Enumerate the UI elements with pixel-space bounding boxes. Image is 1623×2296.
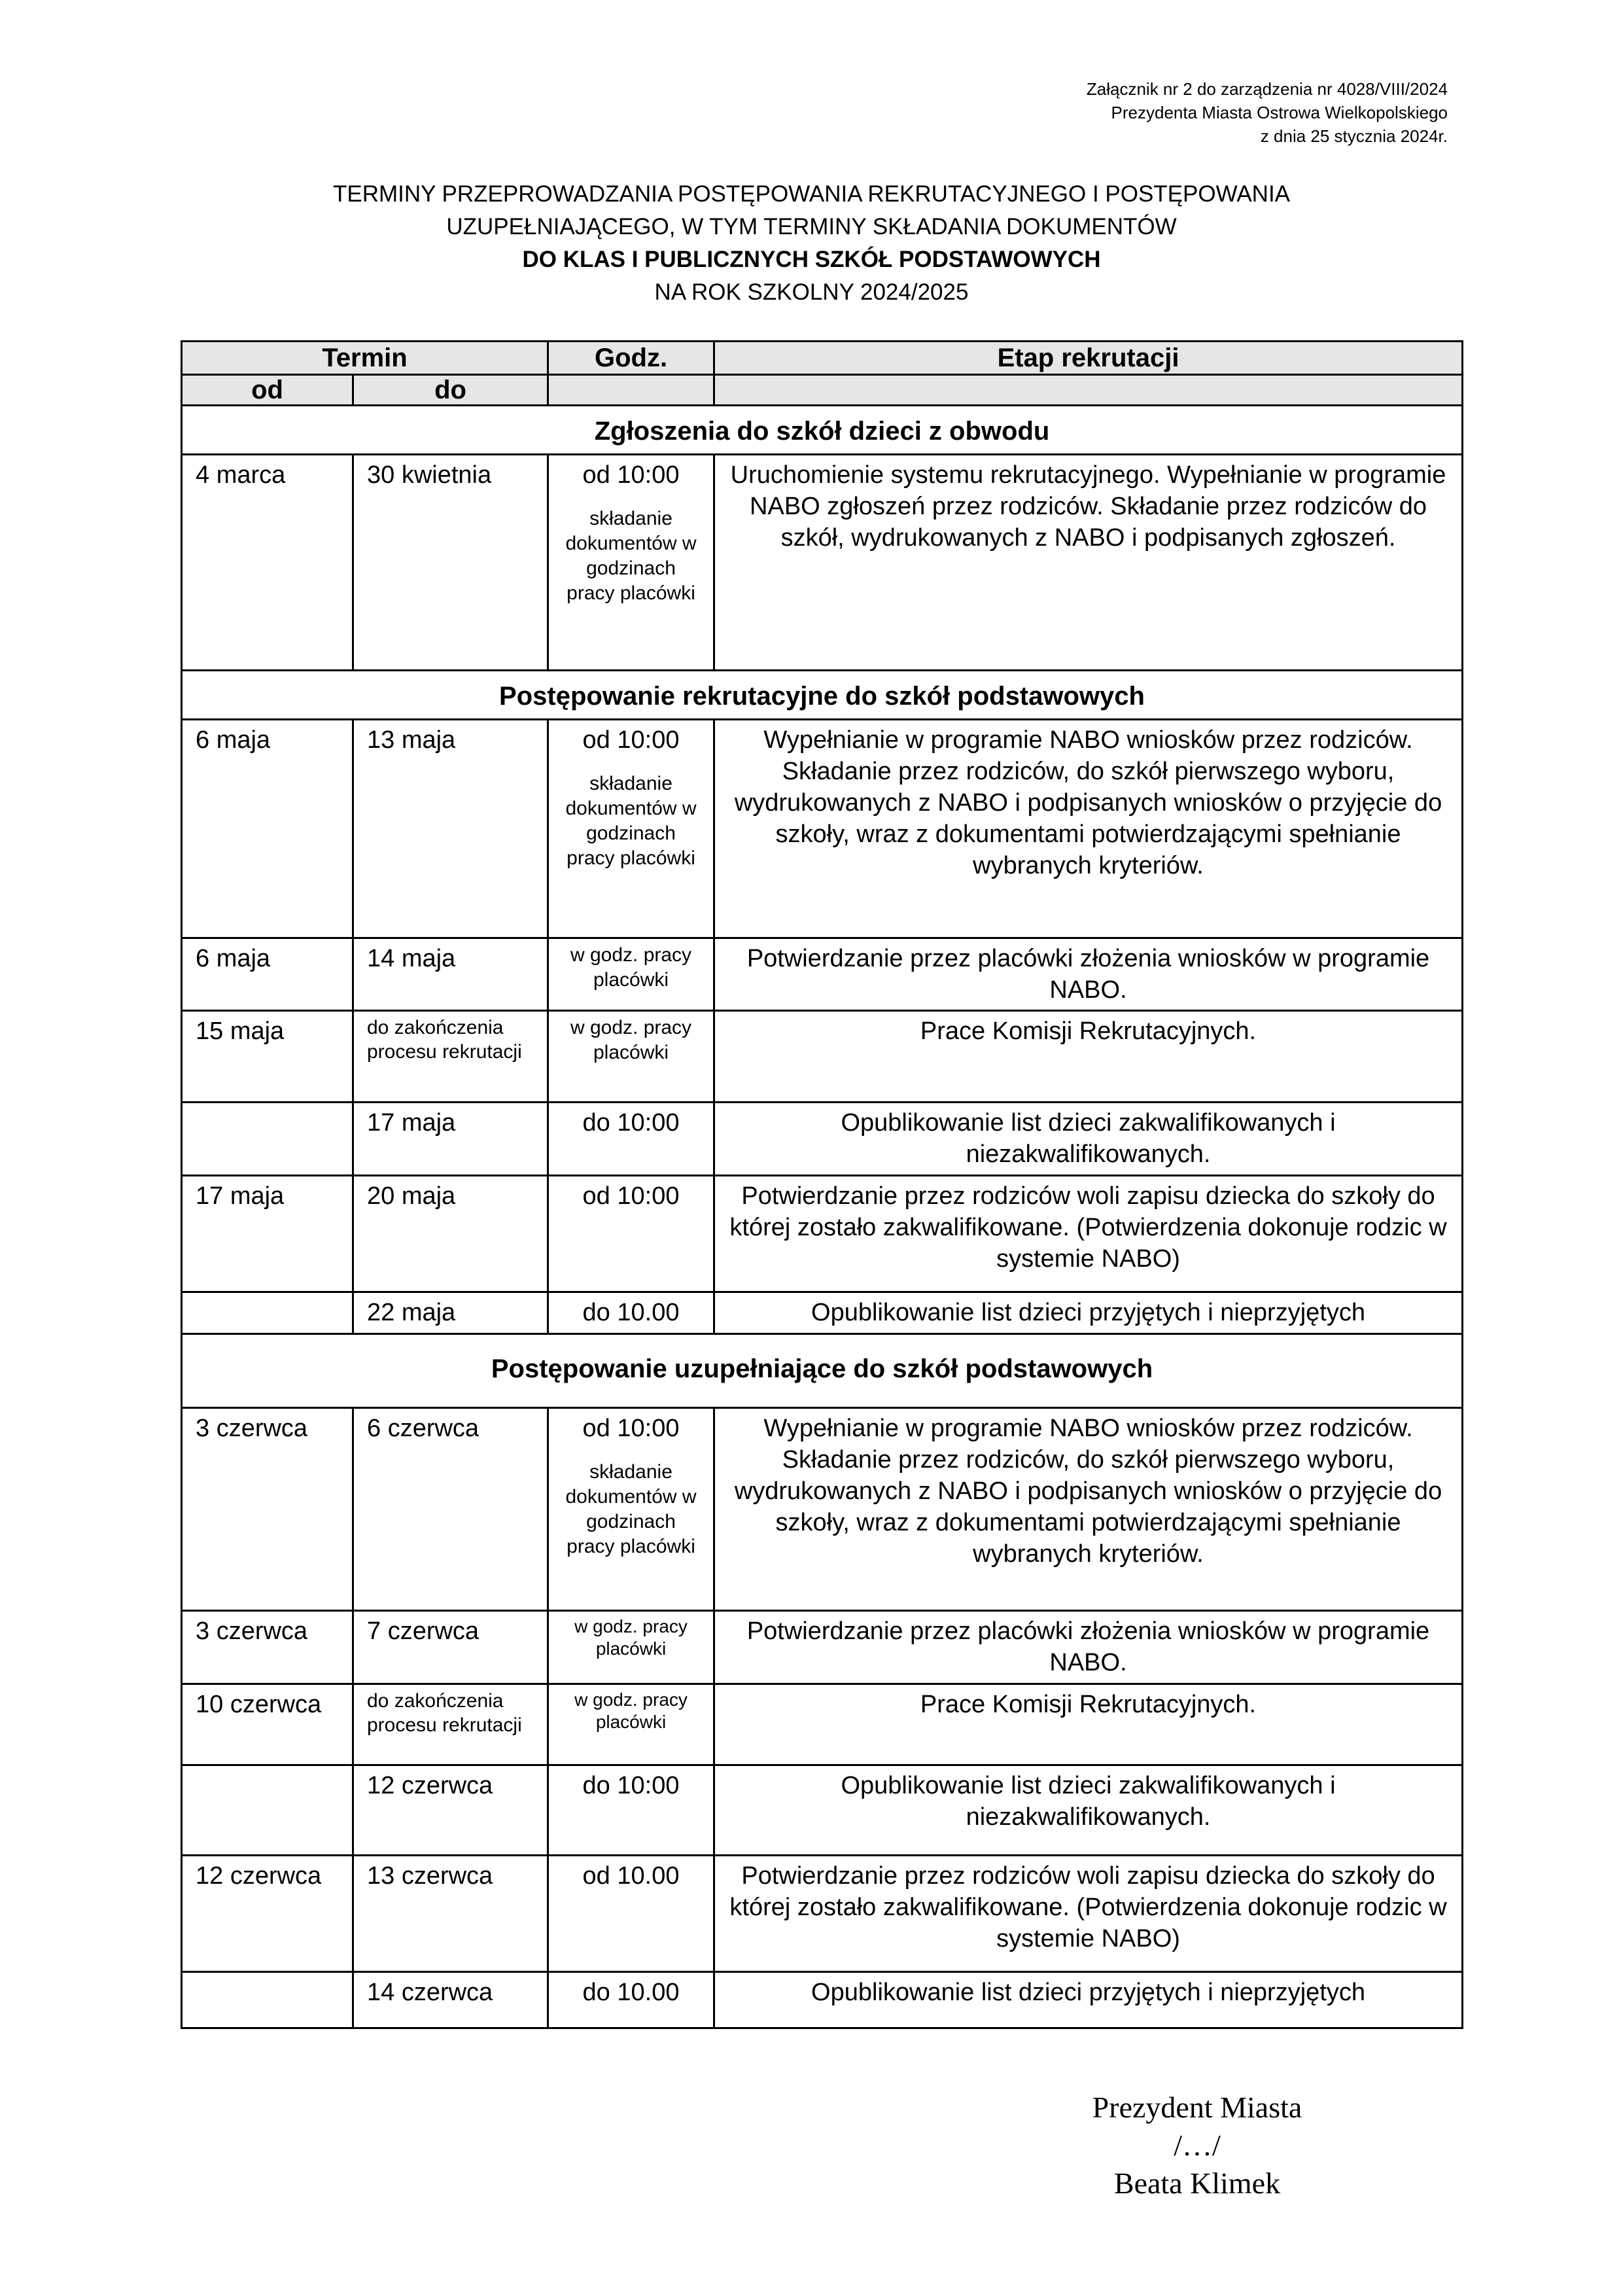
- cell-godz: [548, 720, 714, 938]
- cell-od: [182, 1765, 353, 1856]
- cell-etap: Potwierdzanie przez rodziców woli zapisu dziecka do szkoły do której zostało zakwalifikowane. (Potwierdzenia dokonuje rodzic w systemie NABO): [714, 1176, 1463, 1292]
- table-row: [182, 1011, 1463, 1103]
- cell-godz: [548, 1856, 714, 1972]
- cell-do: 13 maja: [353, 720, 548, 938]
- title-line3: DO KLAS I PUBLICZNYCH SZKÓŁ PODSTAWOWYCH: [522, 247, 1101, 272]
- header-godz-empty: [548, 375, 714, 406]
- cell-od: 4 marca: [182, 455, 353, 671]
- section-title: Postępowanie uzupełniające do szkół podstawowych: [182, 1334, 1463, 1408]
- signature-placeholder: /…/: [1174, 2128, 1221, 2162]
- signature-block: [1021, 2089, 1374, 2202]
- cell-od: [182, 1972, 353, 2028]
- godz-time: od 10:00: [582, 726, 680, 754]
- table-subheader-row: [182, 375, 1463, 406]
- cell-etap: Wypełnianie w programie NABO wniosków przez rodziców. Składanie przez rodziców, do szkół pierwszego wyboru, wydrukowanych z NABO i podpisanych wniosków o przyjęcie do szkoły, wraz z dokumentami potwierdzającymi spełnianie wybranych kryteriów.: [714, 720, 1463, 938]
- cell-od: 12 czerwca: [182, 1856, 353, 1972]
- godz-time: do 10.00: [582, 1979, 680, 2006]
- section-title: Postępowanie rekrutacyjne do szkół podstawowych: [182, 671, 1463, 720]
- cell-etap: Prace Komisji Rekrutacyjnych.: [714, 1011, 1463, 1103]
- header-godz: Godz.: [548, 342, 714, 375]
- godz-time: w godz. pracy placówki: [570, 1017, 692, 1063]
- cell-godz: [548, 1011, 714, 1103]
- godz-time: do 10:00: [582, 1772, 680, 1799]
- cell-etap: Wypełnianie w programie NABO wniosków przez rodziców. Składanie przez rodziców, do szkół pierwszego wyboru, wydrukowanych z NABO i podpisanych wniosków o przyjęcie do szkoły, wraz z dokumentami potwierdzającymi spełnianie wybranych kryteriów.: [714, 1408, 1463, 1611]
- cell-godz: [548, 1408, 714, 1611]
- table-row: [182, 720, 1463, 938]
- cell-do: 14 czerwca: [353, 1972, 548, 2028]
- table-row: [182, 1408, 1463, 1611]
- cell-do: do zakończenia procesu rekrutacji: [353, 1011, 548, 1103]
- document-title: [0, 178, 1623, 309]
- cell-godz: [548, 1611, 714, 1684]
- cell-od: 17 maja: [182, 1176, 353, 1292]
- header-etap: Etap rekrutacji: [714, 342, 1463, 375]
- cell-od: 3 czerwca: [182, 1408, 353, 1611]
- section-title-row: [182, 671, 1463, 720]
- godz-time: w godz. pracy placówki: [574, 1616, 688, 1659]
- table-row: [182, 1684, 1463, 1765]
- table-row: [182, 455, 1463, 671]
- godz-time: do 10.00: [582, 1299, 680, 1326]
- cell-do: 22 maja: [353, 1292, 548, 1334]
- cell-do: 7 czerwca: [353, 1611, 548, 1684]
- cell-do: 17 maja: [353, 1103, 548, 1176]
- godz-time: w godz. pracy placówki: [570, 944, 692, 991]
- section-title: Zgłoszenia do szkół dzieci z obwodu: [182, 406, 1463, 455]
- cell-od: 6 maja: [182, 938, 353, 1011]
- godz-time: w godz. pracy placówki: [574, 1689, 688, 1732]
- cell-od: [182, 1292, 353, 1334]
- cell-godz: [548, 938, 714, 1011]
- cell-etap: Opublikowanie list dzieci zakwalifikowanych i niezakwalifikowanych.: [714, 1765, 1463, 1856]
- table-row: [182, 1292, 1463, 1334]
- cell-od: [182, 1103, 353, 1176]
- cell-godz: [548, 1972, 714, 2028]
- cell-od: 3 czerwca: [182, 1611, 353, 1684]
- cell-do: 6 czerwca: [353, 1408, 548, 1611]
- cell-etap: Potwierdzanie przez rodziców woli zapisu dziecka do szkoły do której zostało zakwalifikowane. (Potwierdzenia dokonuje rodzic w systemie NABO): [714, 1856, 1463, 1972]
- signature-name: Beata Klimek: [1113, 2166, 1281, 2200]
- godz-time: od 10:00: [582, 1415, 680, 1442]
- table-row: [182, 1856, 1463, 1972]
- godz-time: od 10:00: [582, 461, 680, 489]
- signature-title: Prezydent Miasta: [1092, 2091, 1302, 2124]
- cell-od: 10 czerwca: [182, 1684, 353, 1765]
- cell-etap: Potwierdzanie przez placówki złożenia wniosków w programie NABO.: [714, 1611, 1463, 1684]
- cell-godz: [548, 1176, 714, 1292]
- section-title-row: [182, 1334, 1463, 1408]
- cell-etap: Prace Komisji Rekrutacyjnych.: [714, 1684, 1463, 1765]
- godz-note: składanie dokumentów w godzinach pracy placówki: [565, 508, 697, 604]
- cell-do: do zakończenia procesu rekrutacji: [353, 1684, 548, 1765]
- header-termin: Termin: [182, 342, 548, 375]
- cell-etap: Opublikowanie list dzieci przyjętych i nieprzyjętych: [714, 1292, 1463, 1334]
- attachment-note-line1: Załącznik nr 2 do zarządzenia nr 4028/VIII/2024: [1086, 79, 1448, 99]
- attachment-note: [663, 77, 1448, 148]
- title-line2: UZUPEŁNIAJĄCEGO, W TYM TERMINY SKŁADANIA DOKUMENTÓW: [446, 214, 1177, 239]
- cell-godz: [548, 1684, 714, 1765]
- godz-time: od 10.00: [582, 1862, 680, 1890]
- cell-do: 14 maja: [353, 938, 548, 1011]
- title-line1: TERMINY PRZEPROWADZANIA POSTĘPOWANIA REKRUTACYJNEGO I POSTĘPOWANIA: [332, 181, 1291, 207]
- table-row: [182, 1176, 1463, 1292]
- cell-do: 30 kwietnia: [353, 455, 548, 671]
- schedule-table: [181, 340, 1463, 2029]
- godz-note: składanie dokumentów w godzinach pracy placówki: [565, 773, 697, 869]
- cell-etap: Potwierdzanie przez placówki złożenia wniosków w programie NABO.: [714, 938, 1463, 1011]
- table-row: [182, 1611, 1463, 1684]
- cell-do: 12 czerwca: [353, 1765, 548, 1856]
- godz-time: od 10:00: [582, 1182, 680, 1210]
- cell-etap: Opublikowanie list dzieci zakwalifikowanych i niezakwalifikowanych.: [714, 1103, 1463, 1176]
- cell-od: 6 maja: [182, 720, 353, 938]
- header-do: do: [353, 375, 548, 406]
- cell-godz: [548, 455, 714, 671]
- section-title-row: [182, 406, 1463, 455]
- attachment-note-line3: z dnia 25 stycznia 2024r.: [1260, 126, 1448, 146]
- godz-time: do 10:00: [582, 1109, 680, 1137]
- cell-etap: Opublikowanie list dzieci przyjętych i nieprzyjętych: [714, 1972, 1463, 2028]
- title-line4: NA ROK SZKOLNY 2024/2025: [654, 279, 969, 305]
- cell-etap: Uruchomienie systemu rekrutacyjnego. Wypełnianie w programie NABO zgłoszeń przez rodziców. Składanie przez rodziców do szkół, wydrukowanych z NABO i podpisanych zgłoszeń.: [714, 455, 1463, 671]
- table-row: [182, 1972, 1463, 2028]
- cell-godz: [548, 1103, 714, 1176]
- table-row: [182, 1765, 1463, 1856]
- attachment-note-line2: Prezydenta Miasta Ostrowa Wielkopolskiego: [1111, 103, 1448, 122]
- table-row: [182, 1103, 1463, 1176]
- header-od: od: [182, 375, 353, 406]
- cell-do: 20 maja: [353, 1176, 548, 1292]
- godz-note: składanie dokumentów w godzinach pracy placówki: [565, 1461, 697, 1557]
- cell-od: 15 maja: [182, 1011, 353, 1103]
- header-etap-empty: [714, 375, 1463, 406]
- cell-do: 13 czerwca: [353, 1856, 548, 1972]
- table-header-row: [182, 342, 1463, 375]
- cell-godz: [548, 1765, 714, 1856]
- table-row: [182, 938, 1463, 1011]
- cell-godz: [548, 1292, 714, 1334]
